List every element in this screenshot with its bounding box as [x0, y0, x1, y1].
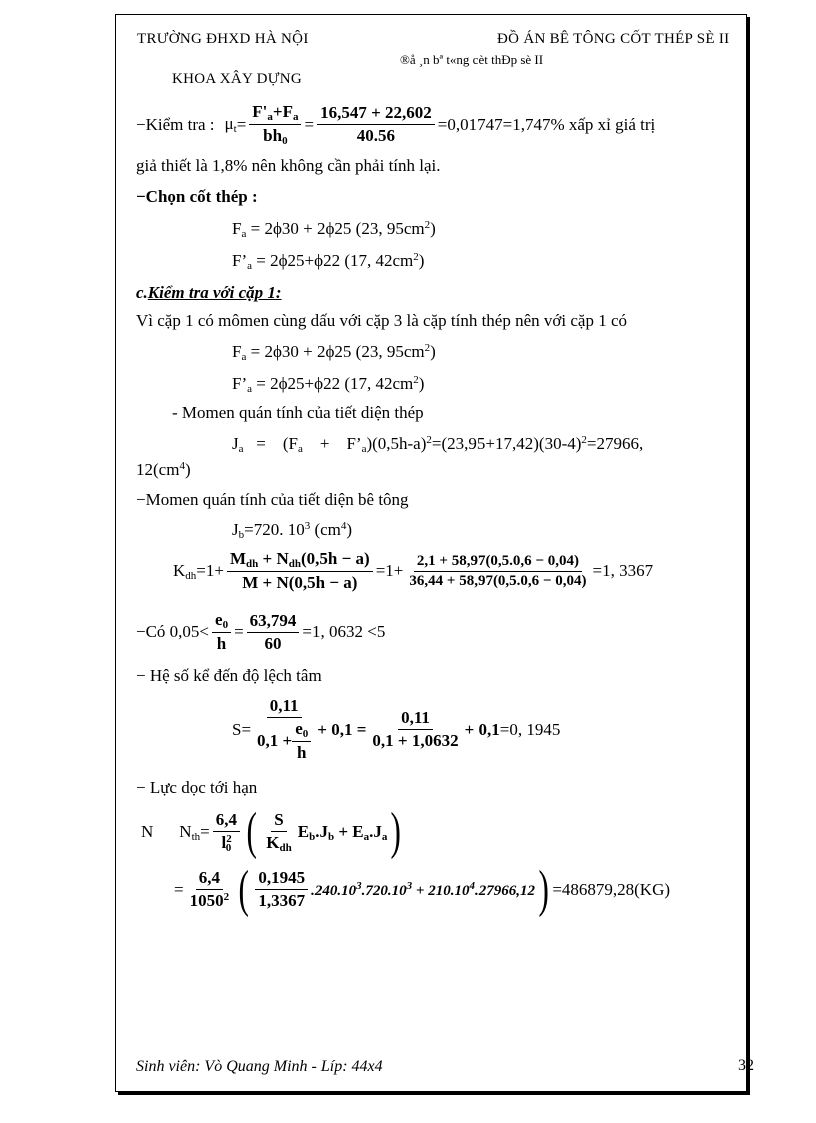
jb-formula: $J_b=720$. $10^3$ $(cm^4)$: [232, 520, 353, 541]
e0-over-h-fraction: $\frac{e_0}{h}$: [212, 610, 231, 654]
choose-steel-title: −Chọn cốt thép :: [136, 187, 258, 206]
coef-fraction-numeric: $\frac{0,11}{0,1 + 1,0632}$: [372, 708, 459, 750]
section-c-intro: Vì cặp 1 có mômen cùng dấu với cặp 3 là cặp tính thép nên với cặp 1 có: [136, 311, 627, 330]
coef-formula: S= 0,11 0,1 + $\frac{e_0}{h}$ + 0,1 = $\frac{0,11}{0,1 + 1,0632}$ + 0,1 =0, 1945: [232, 696, 561, 762]
header-school: TRƯỜNG ĐHXD HÀ NỘI: [137, 31, 309, 47]
ratio-numeric-fraction: $\frac{63,794}{60}$: [247, 611, 300, 654]
choose-fpa: $F’_a = 2\phi 25+\phi 22$ (17, $42cm^2$): [232, 251, 425, 272]
kdh-fraction-numeric: $\frac{2,1 + 58,97(0,5.0,6 - 0,04)}{36,44 + 58,97(0,5.0,6 - 0,04)}$: [409, 552, 587, 589]
check-result: =0,01747=1,747% xấp xỉ giá trị: [437, 114, 656, 134]
coef-numeric-fraction: $\frac{6,4}{1050^2}$: [189, 868, 230, 910]
coef-result: =0, 1945: [499, 719, 561, 739]
critical-result: =486879,28(KG): [552, 879, 671, 899]
section-c-fa: $F_a = 2\phi 30 + 2\phi 25$ (23, $95cm^2$): [232, 342, 436, 363]
kdh-result: =1, 3367: [592, 561, 654, 580]
ratio-fraction-numeric: $\frac{16,547 + 22,602}{40.56}$: [317, 103, 435, 146]
header-faculty: KHOA XÂY DỰNG: [172, 71, 302, 87]
eccentricity-ratio: −Có 0,05< $\frac{e_0}{h}$ = $\frac{63,794}{60}$ =1, 0632 <5: [136, 610, 386, 653]
critical-coef-fraction: $\frac{6,4}{l^2_0}$: [213, 810, 240, 854]
equals: =: [236, 114, 247, 134]
header-project: ĐỒ ÁN BÊ TÔNG CỐT THÉP SÈ II: [497, 31, 730, 47]
critical-title: − Lực dọc tới hạn: [136, 778, 258, 797]
critical-formula-numeric: = $\frac{6,4}{1050^2}$ ( $\frac{0,1945}{1,3367}$ $.240.10^3.720.10^3 + 210.10^4.27966,12$ ) =486879,28(KG): [174, 860, 671, 918]
header-project-sub: ®å ¸n bª t«ng cèt thÐp sè II: [400, 52, 544, 67]
choose-fa: $F_a = 2\phi 30 + 2\phi 25$ (23, $95cm^2$): [232, 219, 436, 240]
ratio-result: =1, 0632 <5: [302, 622, 386, 641]
kdh-fraction-symbolic: $\frac{M_{dh} + N_{dh}(0,5h - a)}{M + N(0,5h - a)}$: [227, 549, 373, 593]
moment-concrete-title: −Momen quán tính của tiết diện bê tông: [136, 490, 409, 509]
check-continuation: giả thiết là 1,8% nên không cần phải tính lại.: [136, 156, 441, 175]
footer-student: Sinh viên: Vò Quang Minh - Líp: 44x4: [136, 1058, 383, 1075]
ja-formula: $J_a$ = ($F_a$ + $F’_a)(0,5h-a)^2=(23,95+17,42)(30-4)^2=27966$,: [232, 434, 644, 455]
ja-continuation: $12(cm^4)$: [136, 460, 191, 479]
critical-formula-symbolic: N $N_{th}$ = $\frac{6,4}{l^2_0}$ ( $\frac{S}{K_{dh}}$ $E_b.J_b + E_a.J_a$ ): [141, 803, 402, 860]
mu-symbol: $\mu_t$: [224, 114, 237, 135]
moment-steel-title: - Momen quán tính của tiết diện thép: [172, 403, 424, 422]
check-formula: −Kiểm tra : $\mu_t$ = $\frac{F'_a+F_a}{bh_0}$ = $\frac{16,547 + 22,602}{40.56}$ =0,01747=1,747% xấp xỉ giá trị: [136, 102, 656, 147]
s-kdh-numeric-fraction: $\frac{0,1945}{1,3367}$: [255, 868, 308, 911]
page-number: 32: [738, 1057, 754, 1074]
section-c-fpa: $F’_a = 2\phi 25+\phi 22$ (17, $42cm^2$): [232, 374, 425, 395]
check-label: −Kiểm tra :: [136, 114, 215, 134]
coef-fraction-symbolic: 0,11 0,1 + $\frac{e_0}{h}$: [254, 696, 314, 763]
ratio-fraction-symbolic: $\frac{F'_a+F_a}{bh_0}$: [249, 102, 301, 147]
coef-title: − Hệ số kể đến độ lệch tâm: [136, 666, 322, 685]
kdh-formula: $K_{dh}$ =1+ $\frac{M_{dh} + N_{dh}(0,5h - a)}{M + N(0,5h - a)}$ =1+ $\frac{2,1 + 58,97(0,5.0,6 - 0,04)}{36,44 + 58,97(0,5.0,6 - 0,04)}$ =1, 3367: [173, 549, 654, 592]
section-c-heading: c.Kiểm tra với cặp 1:: [136, 283, 282, 302]
s-over-kdh-fraction: $\frac{S}{K_{dh}}$: [266, 810, 292, 854]
